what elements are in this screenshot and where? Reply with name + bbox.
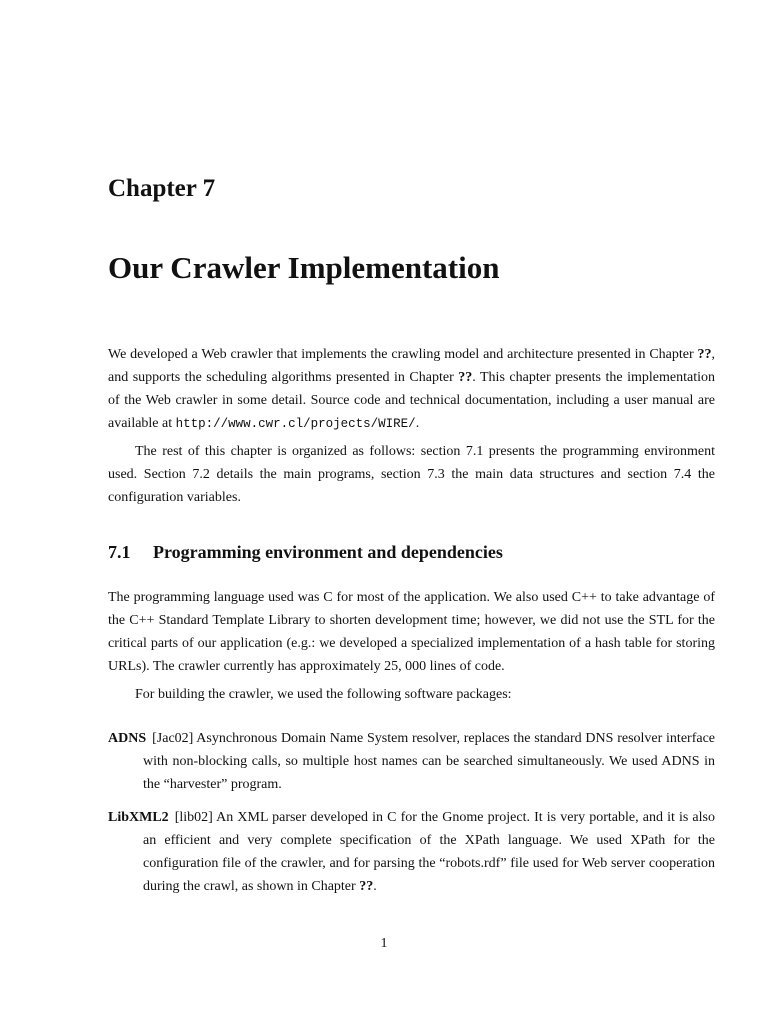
intro-paragraph-1 bbox=[108, 343, 715, 436]
section-title: Programming environment and dependencies bbox=[153, 542, 503, 562]
package-item-libxml2 bbox=[108, 806, 715, 898]
chapter-reference: ?? bbox=[458, 370, 473, 385]
package-term: LibXML2 bbox=[108, 810, 169, 825]
intro-paragraph-2: The rest of this chapter is organized as follows: section 7.1 presents the programming environment used. Section 7.2 details the main programs, section 7.3 the main data structures and section 7.4 the configuration variables. bbox=[108, 444, 715, 505]
section-number: 7.1 bbox=[108, 542, 131, 562]
intro-text-1: We developed a Web crawler that implements the crawling model and architecture presented in Chapter bbox=[108, 347, 698, 362]
package-description-end: . bbox=[373, 879, 377, 894]
chapter-label: Chapter 7 bbox=[108, 175, 216, 202]
package-item-adns bbox=[108, 727, 715, 796]
intro-text-4: . bbox=[415, 416, 420, 431]
package-description: [lib02] An XML parser developed in C for the Gnome project. It is very portable, and it is also an efficient and very complete specification of the XPath language. We used XPath for the configuration file of the crawler, and for parsing the “robots.rdf” file used for Web server cooperation during the crawl, as shown in Chapter bbox=[143, 810, 715, 894]
intro-text-2: , and supports the scheduling algorithms presented in Chapter bbox=[108, 347, 715, 385]
chapter-reference: ?? bbox=[697, 347, 712, 362]
package-description: [Jac02] Asynchronous Domain Name System resolver, replaces the standard DNS resolver interface with non-blocking calls, so multiple host names can be searched simultaneously. We used ADNS in the “harvester” program. bbox=[143, 731, 715, 792]
section-paragraph-1: The programming language used was C for most of the application. We also used C++ to take advantage of the C++ Standard Template Library to shorten development time; however, we did not use the STL for the critical parts of our application (e.g.: we developed a specialized implementation of a hash table for storing URLs). The crawler currently has approximately 25, 000 lines of code. bbox=[108, 590, 715, 674]
intro-text-3: . This chapter presents the implementation of the Web crawler in some detail. Source code and technical documentation, including a user manual are available at bbox=[108, 370, 715, 431]
page-number: 1 bbox=[380, 936, 388, 951]
package-term: ADNS bbox=[108, 731, 147, 746]
section-heading bbox=[108, 542, 503, 563]
project-url: http://www.cwr.cl/projects/WIRE/ bbox=[175, 417, 416, 431]
chapter-title: Our Crawler Implementation bbox=[108, 250, 500, 285]
section-paragraph-2: For building the crawler, we used the following software packages: bbox=[135, 687, 512, 702]
chapter-reference: ?? bbox=[359, 879, 374, 894]
